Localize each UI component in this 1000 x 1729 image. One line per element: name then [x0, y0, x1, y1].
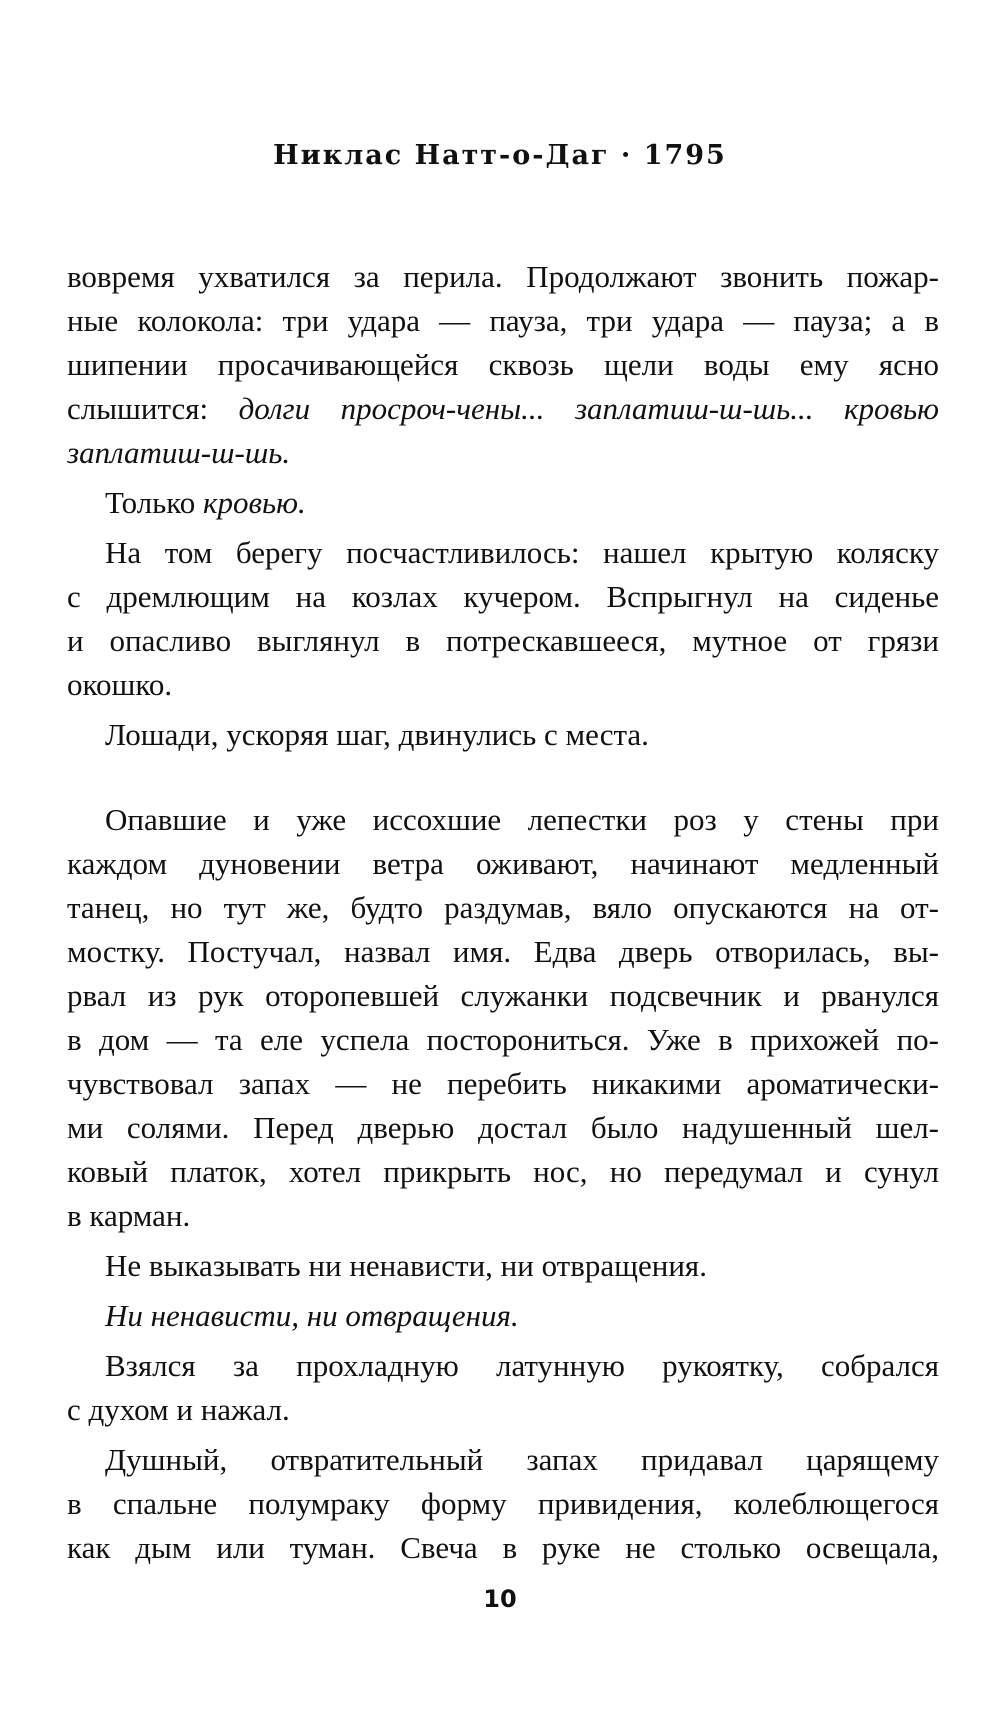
text-line: рвал из рук оторопевшей служанки подсвечник и рванулся	[67, 978, 939, 1013]
paragraph-7	[67, 1294, 939, 1338]
italic-text: долги просроч-чены... заплатиш-ш-шь... кровью	[238, 391, 939, 426]
text-line: мостку. Постучал, назвал имя. Едва дверь отворилась, вы-	[67, 934, 939, 969]
text-line: с духом и нажал.	[67, 1392, 290, 1427]
paragraph-4	[67, 713, 939, 757]
text-line: Опавшие и уже иссохшие лепестки роз у стены при	[105, 802, 939, 837]
paragraph-9	[67, 1438, 939, 1570]
text-line: ные колокола: три удара — пауза, три удара — пауза; а в	[67, 303, 939, 338]
text-line: чувствовал запах — не перебить никакими ароматически-	[67, 1066, 939, 1101]
text-line: Не выказывать ни ненависти, ни отвращения.	[105, 1248, 707, 1283]
italic-text: Ни ненависти, ни отвращения.	[105, 1298, 519, 1333]
text-line: каждом дуновении ветра оживают, начинают медленный	[67, 846, 939, 881]
italic-text: заплатиш-ш-шь.	[67, 435, 291, 470]
text-line: и опасливо выглянул в потрескавшееся, мутное от грязи	[67, 623, 939, 658]
text-line: в спальне полумраку форму привидения, колеблющегося	[67, 1486, 939, 1521]
paragraph-5	[67, 798, 939, 1238]
text-line: ми солями. Перед дверью достал было надушенный шел-	[67, 1110, 939, 1145]
text-line: в карман.	[67, 1198, 191, 1233]
running-head: Никлас Натт-о-Даг · 1795	[273, 140, 727, 171]
text-line	[67, 481, 939, 525]
paragraph-3	[67, 531, 939, 707]
text-line: Лошади, ускоряя шаг, двинулись с места.	[105, 717, 649, 752]
italic-text: кровью.	[203, 485, 306, 520]
text-line	[67, 431, 939, 475]
text-line: как дым или туман. Свеча в руке не столько освещала,	[67, 1530, 939, 1565]
text-line: окошко.	[67, 667, 173, 702]
text-line: вовремя ухватился за перила. Продолжают звонить пожар-	[67, 259, 939, 294]
text-line: танец, но тут же, будто раздумав, вяло опускаются на от-	[67, 890, 939, 925]
text-line: Душный, отвратительный запах придавал царящему	[105, 1442, 939, 1477]
text-line: в дом — та еле успела посторониться. Уже в прихожей по-	[67, 1022, 939, 1057]
text-run: слышится:	[67, 391, 239, 426]
paragraph-6	[67, 1244, 939, 1288]
paragraph-8	[67, 1344, 939, 1432]
text-line	[67, 1294, 939, 1338]
text-run: Только	[105, 485, 204, 520]
text-line: с дремлющим на козлах кучером. Вспрыгнул на сиденье	[67, 579, 939, 614]
paragraph-2	[67, 481, 939, 525]
text-line: ковый платок, хотел прикрыть нос, но передумал и сунул	[67, 1154, 939, 1189]
page-number: 10	[483, 1585, 517, 1613]
text-line: Взялся за прохладную латунную рукоятку, собрался	[105, 1348, 939, 1383]
paragraph-1	[67, 255, 939, 475]
text-line	[67, 387, 939, 431]
text-line: шипении просачивающейся сквозь щели воды ему ясно	[67, 347, 939, 382]
body-text	[67, 255, 939, 1570]
text-line: На том берегу посчастливилось: нашел крытую коляску	[105, 535, 939, 570]
